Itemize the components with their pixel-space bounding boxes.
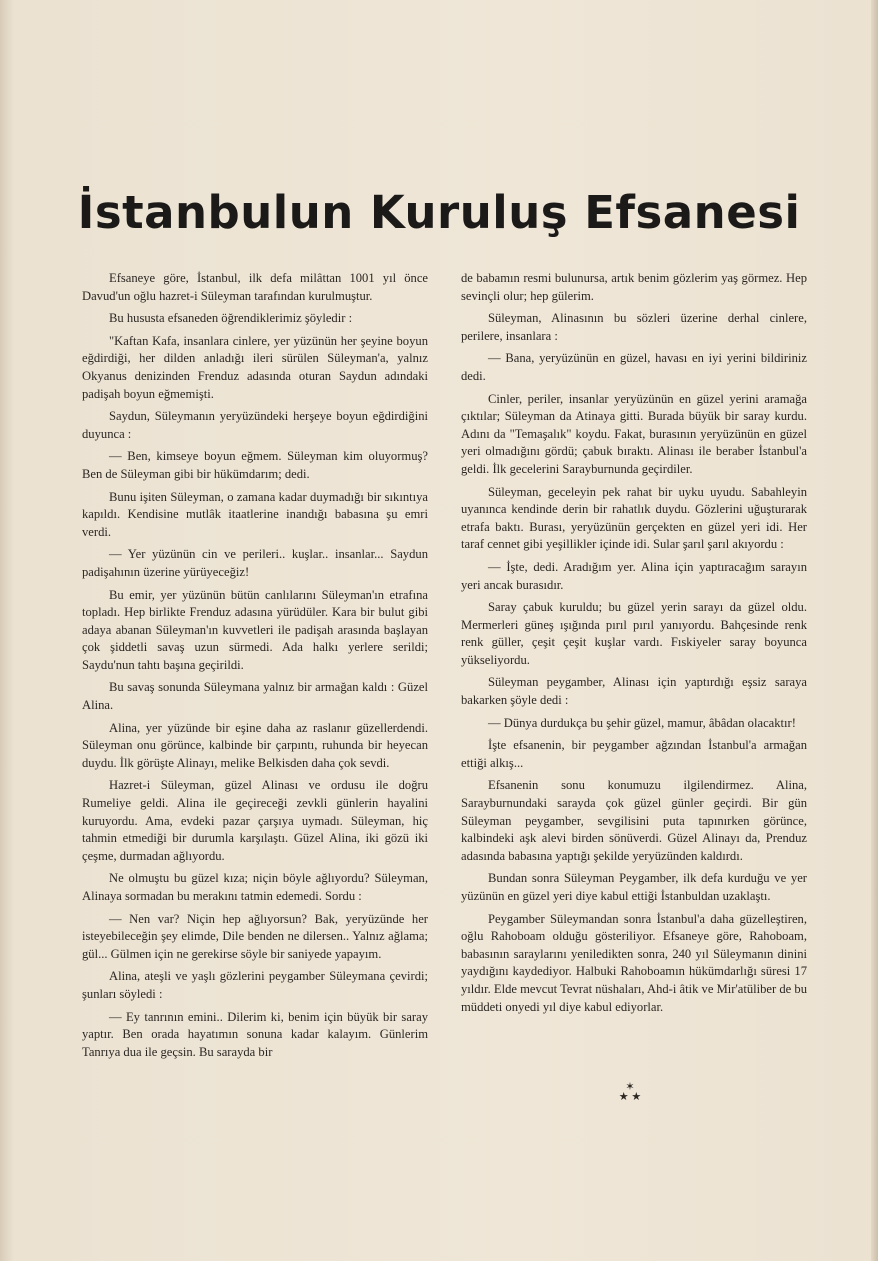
right-column [461,270,807,1021]
article-title: İstanbulun Kuruluş Efsanesi [77,186,801,239]
star-icon-bottom: ★ ★ [618,1091,642,1103]
paragraph: Süleyman, geceleyin pek rahat bir uyku uyudu. Sabahleyin uyanınca kendinde derin bir rahatlık duydu. Gözlerini uğuşturarak etrafa baktı. Burası, yeryüzünün gerçekten en güzel yeri idi. Her taraf cennet gibi yeşillikler içinde idi. Sular şarıl şarıl akıyordu : [461,484,807,552]
paragraph: "Kaftan Kafa, insanlara cinlere, yer yüzünün her şeyine boyun eğdirdiği, her dilden anladığı ileri sürülen Süleyman'a, yalnız Okyanus denizinden Frenduz adasında oturan Saydun adındaki padişah boyun eğmemişti. [82,333,428,401]
paragraph: Ne olmuştu bu güzel kıza; niçin böyle ağlıyordu? Süleyman, Alinaya sormadan bu merakını tatmin edemedi. Sordu : [82,871,428,903]
paragraph: Alina, ateşli ve yaşlı gözlerini peygamber Süleymana çevirdi; şunları söyledi : [82,969,428,1001]
paragraph: — Bana, yeryüzünün en güzel, havası en iyi yerini bildiriniz dedi. [461,351,807,383]
paragraph: Saydun, Süleymanın yeryüzündeki herşeye boyun eğdirdiğini duyunca : [82,409,428,441]
paragraph: — Nen var? Niçin hep ağlıyorsun? Bak, yeryüzünde her isteyebileceğin şey elimde, Dile benden ne dilersen.. Yalnız ağlama; gül... Gülmen için ne gerekirse söyle bir saniyede yapayım. [82,911,428,961]
paragraph: Süleyman peygamber, Alinası için yaptırdığı eşsiz saraya bakarken şöyle dedi : [461,675,807,708]
paragraph: — İşte, dedi. Aradığım yer. Alina için yaptıracağım sarayın yeri ancak burasıdır. [461,559,807,592]
paragraph: Hazret-i Süleyman, güzel Alinası ve ordusu ile doğru Rumeliye geldi. Alina ile geçireceği zevkli günlerin hayalini kuruyordu. Ama, evdeki pazar çarşıya uymadı. Süleyman, hiç tahmin etmediği bir durumla karşılaştı. Güzel Alina, iki gözü iki çeşme, durmadan ağlıyordu. [82,778,428,863]
paragraph: Alina, yer yüzünde bir eşine daha az raslanır güzellerdendi. Süleyman onu görünce, kalbinde bir çarpıntı, ruhunda bir heyecan duydu. İlk görüşte Alinayı, melike Belkisden daha çok sevdi. [82,720,428,770]
left-column [82,270,428,1066]
paragraph: Bundan sonra Süleyman Peygamber, ilk defa kurduğu ve yer yüzünün en güzel yeri diye kabul ettiği İstanbuldan uzaklaştı. [461,871,807,903]
paragraph: Bu emir, yer yüzünün bütün canlılarını Süleyman'ın etrafına topladı. Hep birlikte Frenduz adasına yürüdüler. Kara bir bulut gibi adaya abanan Süleyman'ın kuvvetleri ile padişah arasında başlayan çok şiddetli savaş uzun sürmedi. Ada halkı yerlere serildi; Saydu'nun tahtı başına geçirildi. [82,587,428,672]
paragraph: Bu hususta efsaneden öğrendiklerimiz şöyledir : [109,311,353,326]
paragraph: — Ben, kimseye boyun eğmem. Süleyman kim oluyormuş? Ben de Süleyman gibi bir hükümdarım; dedi. [82,449,428,481]
paragraph: — Yer yüzünün cin ve perileri.. kuşlar.. insanlar... Saydun padişahının üzerine yürüyeceğiz! [82,547,428,579]
paragraph: Saray çabuk kuruldu; bu güzel yerin sarayı da güzel oldu. Mermerleri güneş ışığında pırıl pırıl yanıyordu. Bahçesinde renk renk güller, çeşit çeşit kuşlar vardı. Fıskiyeler saray boyunca yükseliyordu. [461,600,807,667]
paragraph: — Ey tanrının emini.. Dilerim ki, benim için büyük bir saray yaptır. Ben orada hayatımın sonuna kadar kalayım. Günlerim Tanrıya dua ile geçsin. Bu sarayda bir [82,1009,428,1059]
paragraph: Efsaneye göre, İstanbul, ilk defa milâttan 1001 yıl önce Davud'un oğlu hazret-i Süleyman tarafından kurulmuştur. [82,271,428,303]
paragraph: İşte efsanenin, bir peygamber ağzından İstanbul'a armağan ettiği alkış... [461,738,807,770]
paragraph: Bu savaş sonunda Süleymana yalnız bir armağan kaldı : Güzel Alina. [82,680,428,713]
paragraph: Cinler, periler, insanlar yeryüzünün en güzel yerini aramağa çıktılar; Süleyman da Atinaya gitti. Burada büyük bir saray kurdu. Adını da "Temaşalık" koydu. Fakat, burasının yeryüzünün en güzel yeri olmadığını gördü; çabuk bıraktı. Alinası ile beraber İstanbul'a geldi. İlk gecelerini Sarayburnunda geçirdiler. [461,391,807,476]
paragraph: Bunu işiten Süleyman, o zamana kadar duymadığı bir sıkıntıya kapıldı. Kendisine mutlâk itaatlerine inandığı babasına şu emri verdi. [82,489,428,539]
paragraph: — Dünya durdukça bu şehir güzel, mamur, âbâdan olacaktır! [488,715,796,730]
star-icon-top: ✶ [625,1081,635,1093]
paragraph: Efsanenin sonu konumuzu ilgilendirmez. Alina, Sarayburnundaki sarayda çok güzel günler geçirdi. Bir gün Süleyman peygamber, sevgilisini puta tapınırken görünce, kalbindeki aşk alevi birden sönüverdi. Güzel Alinayı da, Prenduz adasında babasına yaptığı şekilde yeryüzünden kaldırdı. [461,778,807,863]
paragraph: Süleyman, Alinasının bu sözleri üzerine derhal cinlere, perilere, insanlara : [461,311,807,343]
paragraph: Peygamber Süleymandan sonra İstanbul'a daha güzelleştiren, oğlu Rahoboam olduğu gösteriliyor. Efsaneye göre, Rahoboam, babasının saraylarını yeniledikten sonra, 240 yıl Süleymanın dinini yaydığını kaydediyor. Halbuki Rahoboamın hükümdarlığı süresi 17 yıldır. Elde mevcut Tevrat nüshaları, Ahd-i âtik ve Mir'atüliber de bu müddeti onyedi yıl diye kabul ediyorlar. [461,911,807,1014]
star-ornament [600,1082,660,1102]
paragraph: de babamın resmi bulunursa, artık benim gözlerim yaş görmez. Hep sevinçli olur; hep gülerim. [461,271,807,303]
